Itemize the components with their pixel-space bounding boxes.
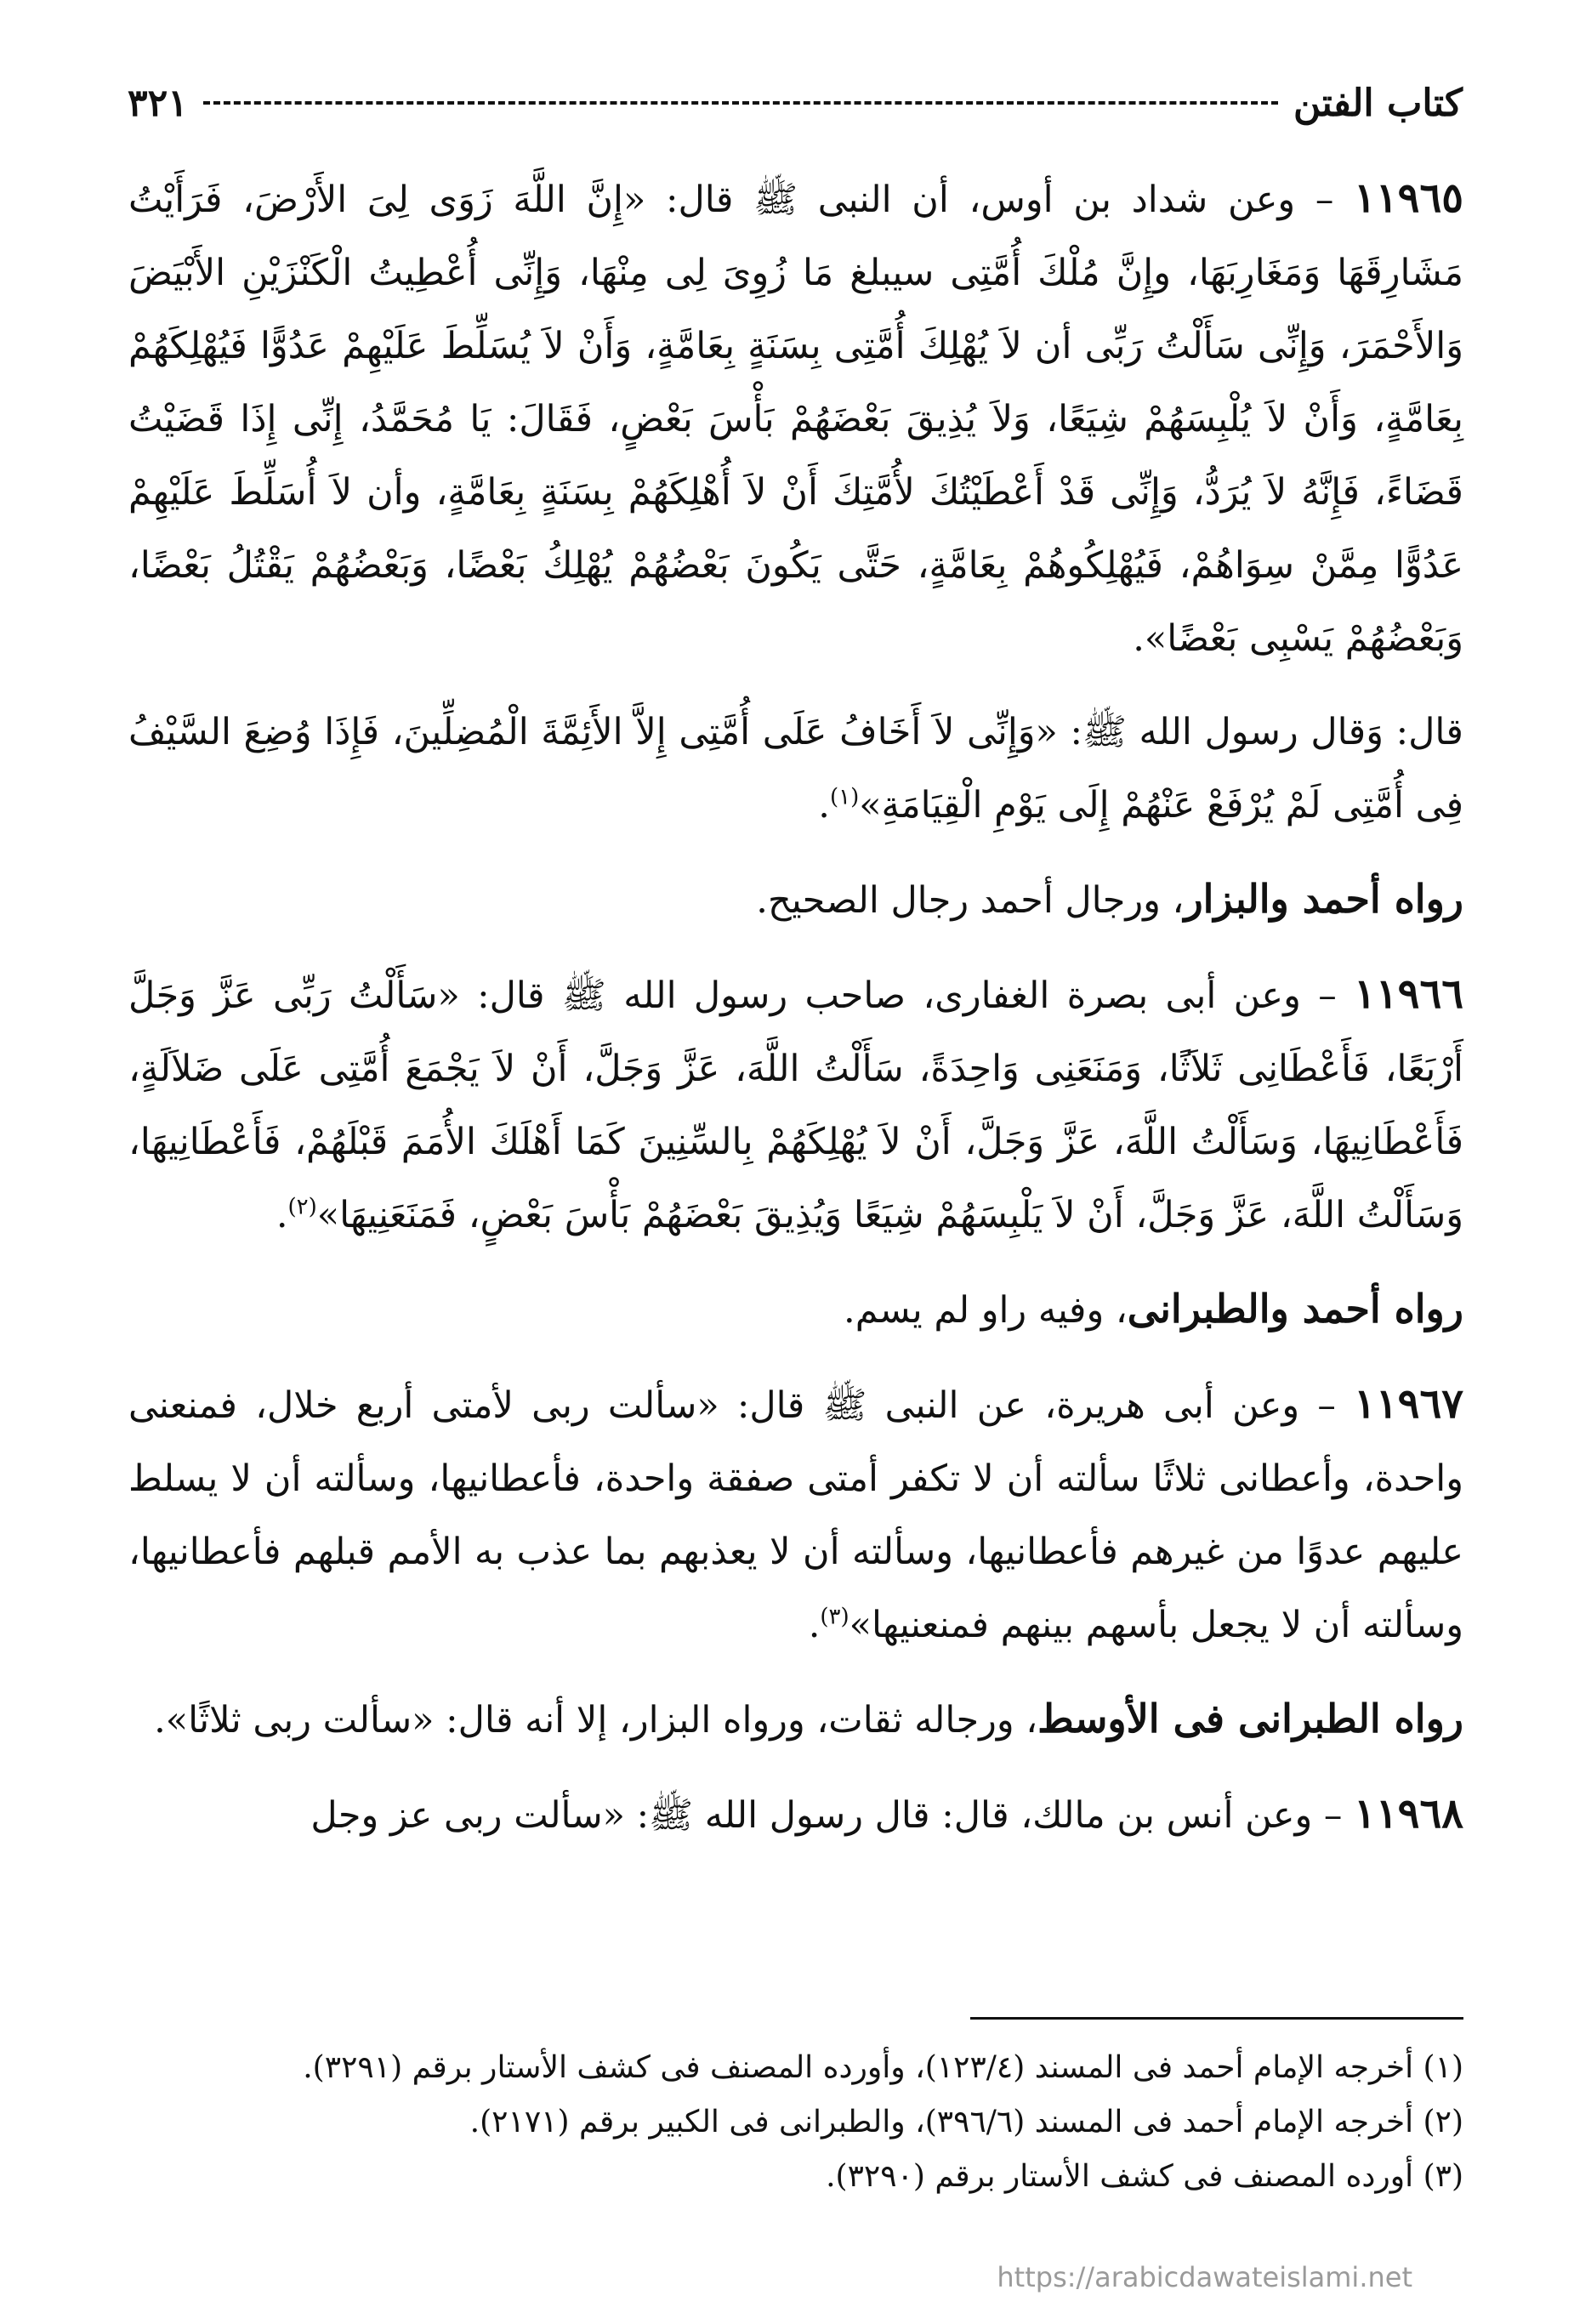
page-header bbox=[128, 73, 1463, 133]
hadith-11965-continuation: قال: وَقال رسول الله ﷺ: «وَإِنِّى لاَ أَخَافُ عَلَى أُمَّتِى إِلاَّ الأَئِمَّةَ الْمُضِلِّينَ، فَإِذَا وُضِعَ السَّيْفُ فِى أُمَّتِى لَمْ يُرْفَعْ عَنْهُمْ إِلَى يَوْمِ الْقِيَامَةِ»$^{(١)}$. bbox=[128, 711, 1463, 827]
hadith-source bbox=[128, 1272, 1463, 1347]
hadith-11968 bbox=[128, 1777, 1463, 1852]
source-note: ، ورجال أحمد رجال الصحيح. bbox=[756, 879, 1185, 922]
page-body bbox=[128, 162, 1463, 1872]
footnotes bbox=[128, 2041, 1463, 2204]
source-note: ، ورجاله ثقات، ورواه البزار، إلا أنه قال: «سألت ربى ثلاثًا». bbox=[154, 1699, 1038, 1742]
source-name: رواه الطبرانى فى الأوسط bbox=[1037, 1696, 1463, 1742]
footnote-separator bbox=[970, 2017, 1463, 2020]
hadith-text: – وعن أنس بن مالك، قال: قال رسول الله ﷺ: «سألت ربى عز وجل bbox=[310, 1794, 1343, 1837]
hadith-number: ١١٩٦٨ bbox=[1354, 1790, 1463, 1838]
footnote-3: (٣) أورده المصنف فى كشف الأستار برقم (٣٢٩٠). bbox=[826, 2159, 1463, 2194]
footnote-ref[interactable]: (٣) bbox=[820, 1604, 849, 1630]
hadith-text: – وعن أبى بصرة الغفارى، صاحب رسول الله ﷺ قال: «سَأَلْتُ رَبِّى عَزَّ وَجَلَّ أَرْبَعًا، فَأَعْطَانِى ثَلاَثًا، وَمَنَعَنِى وَاحِدَةً، سَأَلْتُ اللَّهَ، عَزَّ وَجَلَّ، أَنْ لاَ يَجْمَعَ أُمَّتِى عَلَى ضَلاَلَةٍ، فَأَعْطَانِيهَا، وَسَأَلْتُ اللَّهَ، عَزَّ وَجَلَّ، أَنْ لاَ يُهْلِكَهُمْ بِالسِّنِينَ كَمَا أَهْلَكَ الأُمَمَ قَبْلَهُمْ، فَأَعْطَانِيهَا، وَسَأَلْتُ اللَّهَ، عَزَّ وَجَلَّ، أَنْ لاَ يَلْبِسَهُمْ شِيَعًا وَيُذِيقَ بَعْضَهُمْ بَأْسَ بَعْضٍ، فَمَنَعَنِيهَا» bbox=[128, 974, 1463, 1236]
hadith-11967: ١١٩٦٧ – وعن أبى هريرة، عن النبى ﷺ قال: «سألت ربى لأمتى أربع خلال، فمنعنى واحدة، وأعطانى ثلاثًا سألته أن لا تكفر أمتى صفقة واحدة، فأعطانيها، وسألته أن لا يسلط عليهم عدوًا من غيرهم فأعطانيها، وسألته أن لا يعذبهم بما عذب به الأمم قبلهم فأعطانيها، وسألته أن لا يجعل بأسهم بينهم فمنعنيها»$^{(٣)}$. bbox=[128, 1380, 1463, 1646]
hadith-number: ١١٩٦٧ bbox=[1354, 1380, 1463, 1428]
source-note: ، وفيه راو لم يسم. bbox=[844, 1289, 1128, 1332]
page-number: ٣٢١ bbox=[128, 81, 188, 125]
footnote-1: (١) أخرجه الإمام أحمد فى المسند (١٢٣/٤)، وأورده المصنف فى كشف الأستار برقم (٣٢٩١). bbox=[303, 2050, 1463, 2085]
hadith-number: ١١٩٦٦ bbox=[1354, 970, 1463, 1018]
book-title: كتاب الفتن bbox=[1293, 81, 1463, 125]
hadith-number: ١١٩٦٥ bbox=[1354, 174, 1463, 222]
footnote-2: (٢) أخرجه الإمام أحمد فى المسند (٣٩٦/٦)، والطبرانى فى الكبير برقم (٢١٧١). bbox=[469, 2105, 1463, 2139]
hadith-11966: ١١٩٦٦ – وعن أبى بصرة الغفارى، صاحب رسول الله ﷺ قال: «سَأَلْتُ رَبِّى عَزَّ وَجَلَّ أَرْبَعًا، فَأَعْطَانِى ثَلاَثًا، وَمَنَعَنِى وَاحِدَةً، سَأَلْتُ اللَّهَ، عَزَّ وَجَلَّ، أَنْ لاَ يَجْمَعَ أُمَّتِى عَلَى ضَلاَلَةٍ، فَأَعْطَانِيهَا، وَسَأَلْتُ اللَّهَ، عَزَّ وَجَلَّ، أَنْ لاَ يُهْلِكَهُمْ بِالسِّنِينَ كَمَا أَهْلَكَ الأُمَمَ قَبْلَهُمْ، فَأَعْطَانِيهَا، وَسَأَلْتُ اللَّهَ، عَزَّ وَجَلَّ، أَنْ لاَ يَلْبِسَهُمْ شِيَعًا وَيُذِيقَ بَعْضَهُمْ بَأْسَ بَعْضٍ، فَمَنَعَنِيهَا»$^{(٢)}$. bbox=[128, 970, 1463, 1236]
hadith-11965 bbox=[128, 162, 1463, 675]
hadith-text: قال: وَقال رسول الله ﷺ: «وَإِنِّى لاَ أَخَافُ عَلَى أُمَّتِى إِلاَّ الأَئِمَّةَ الْمُضِلِّينَ، فَإِذَا وُضِعَ السَّيْفُ فِى أُمَّتِى لَمْ يُرْفَعْ عَنْهُمْ إِلَى يَوْمِ الْقِيَامَةِ» bbox=[128, 711, 1463, 827]
hadith-text: – وعن شداد بن أوس، أن النبى ﷺ قال: «إِنَّ اللَّهَ زَوَى لِىَ الأَرْضَ، فَرَأَيْتُ مَشَارِقَهَا وَمَغَارِبَهَا، وإِنَّ مُلْكَ أُمَّتِى سيبلغ مَا زُوِىَ لِى مِنْهَا، وَإِنِّى أُعْطِيتُ الْكَنْزَيْنِ الأَبْيَضَ وَالأَحْمَرَ، وَإِنِّى سَأَلْتُ رَبِّى أن لاَ يُهْلِكَ أُمَّتِى بِسَنَةٍ بِعَامَّةٍ، وَأَنْ لاَ يُسَلِّطَ عَلَيْهِمْ عَدُوًّا فَيُهْلِكَهُمْ بِعَامَّةٍ، وَأَنْ لاَ يُلْبِسَهُمْ شِيَعًا، وَلاَ يُذِيقَ بَعْضَهُمْ بَأْسَ بَعْضٍ، فَقَالَ: يَا مُحَمَّدُ، إِنِّى إِذَا قَضَيْتُ قَضَاءً، فَإِنَّهُ لاَ يُرَدُّ، وَإِنِّى قَدْ أَعْطَيْتُكَ لأُمَّتِكَ أَنْ لاَ أُهْلِكَهُمْ بِسَنَةٍ بِعَامَّةٍ، وأن لاَ أُسَلِّطَ عَلَيْهِمْ عَدُوًّا مِمَّنْ سِوَاهُمْ، فَيُهْلِكُوهُمْ بِعَامَّةٍ، حَتَّى يَكُونَ بَعْضُهُمْ يُهْلِكُ بَعْضًا، وَبَعْضُهُمْ يَقْتُلُ بَعْضًا، وَبَعْضُهُمْ يَسْبِى بَعْضًا». bbox=[128, 179, 1463, 660]
header-dashed-rule bbox=[203, 101, 1278, 105]
hadith-source bbox=[128, 1682, 1463, 1757]
hadith-source bbox=[128, 862, 1463, 937]
source-name: رواه أحمد والطبرانى bbox=[1127, 1286, 1463, 1332]
footnote-ref[interactable]: (٢) bbox=[287, 1194, 317, 1220]
hadith-text: – وعن أبى هريرة، عن النبى ﷺ قال: «سألت ربى لأمتى أربع خلال، فمنعنى واحدة، وأعطانى ثلاثًا سألته أن لا تكفر أمتى صفقة واحدة، فأعطانيها، وسألته أن لا يسلط عليهم عدوًا من غيرهم فأعطانيها، وسألته أن لا يعذبهم بما عذب به الأمم قبلهم فأعطانيها، وسألته أن لا يجعل بأسهم بينهم فمنعنيها» bbox=[128, 1384, 1463, 1646]
footnote-ref[interactable]: (١) bbox=[829, 784, 860, 810]
source-name: رواه أحمد والبزار bbox=[1184, 876, 1463, 922]
watermark-url: https://arabicdawateislami.net bbox=[997, 2261, 1412, 2293]
